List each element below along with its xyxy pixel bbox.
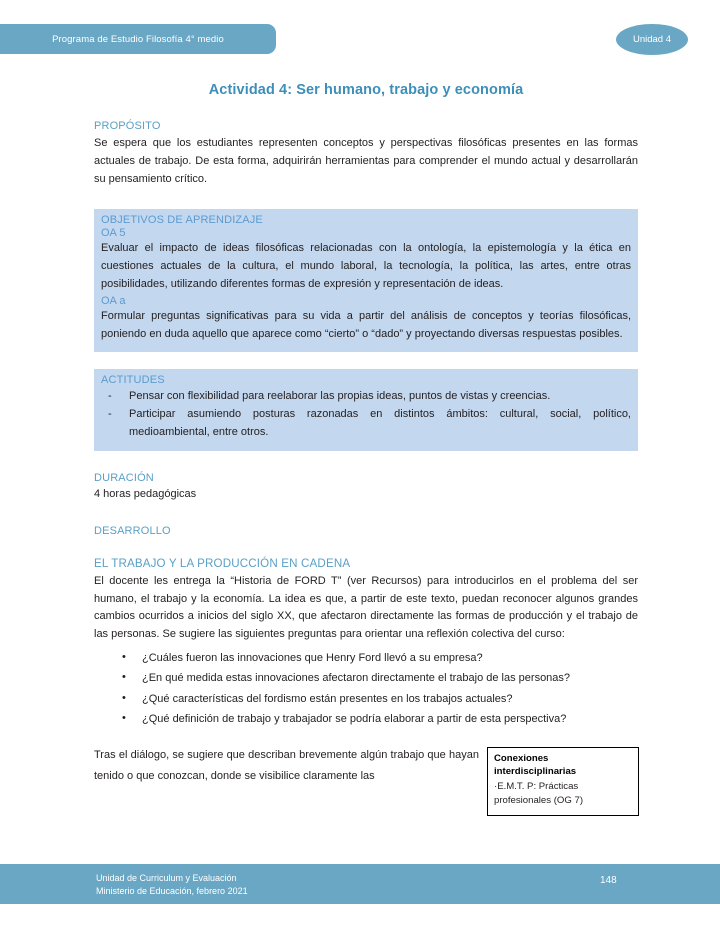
oa5-text: Evaluar el impacto de ideas filosóficas relacionadas con la ontología, la epistemología y la ética en cuestiones actuales de la cultura, el mundo laboral, la tecnología, la política, las artes, entre otras posibilidades, utilizando diferentes formas de expresión y representación de ideas. — [101, 242, 631, 291]
desarrollo-intro: El docente les entrega la “Historia de FORD T” (ver Recursos) para introducirlos en el problema del ser humano, el trabajo y la economía. La idea es que, a partir de este texto, puedan reconocer algunos grandes cambios ocurridos a inicios del siglo XX, que afectaron directamente las formas de producción y el trabajo de las personas. Se sugiere las siguientes preguntas para orientar una reflexión colectiva del curso: — [94, 574, 638, 641]
dash-marker: - — [108, 389, 112, 402]
spacer — [94, 352, 638, 369]
bullet-marker: • — [122, 671, 126, 684]
actitudes-box — [94, 369, 638, 451]
question-text: ¿Qué características del fordismo están presentes en los trabajos actuales? — [142, 692, 513, 705]
desarrollo-section — [94, 524, 638, 806]
unit-badge — [616, 24, 688, 55]
page-number: 148 — [600, 875, 617, 886]
spacer — [94, 188, 638, 209]
duracion-section — [94, 472, 638, 504]
bullet-marker: • — [122, 691, 126, 704]
spacer — [94, 540, 638, 557]
program-header-pill — [0, 24, 276, 54]
duracion-text: 4 horas pedagógicas — [94, 487, 197, 500]
actitud-text: Pensar con flexibilidad para reelaborar las propias ideas, puntos de vistas y creencias. — [129, 389, 551, 402]
dash-marker: - — [108, 408, 112, 421]
proposito-text: Se espera que los estudiantes representen conceptos y perspectivas filosóficas presentes en las formas actuales de trabajo. De esta forma, adquirirán herramientas para comprender el mundo actual y desarrollarán su pensamiento crítico. — [94, 137, 638, 185]
proposito-section — [94, 120, 638, 188]
unit-badge-label: Unidad 4 — [632, 34, 672, 45]
spacer — [94, 451, 638, 472]
connections-box — [487, 747, 639, 815]
actitudes-list — [101, 388, 631, 442]
desarrollo-subtitle: EL TRABAJO Y LA PRODUCCIÓN EN CADENA — [94, 556, 351, 570]
objetivos-label: OBJETIVOS DE APRENDIZAJE — [101, 214, 263, 227]
list-item — [94, 648, 638, 668]
oaa-text: Formular preguntas significativas para su vida a partir del análisis de conceptos y teorías filosóficas, poniendo en duda aquello que aparece como “cierto” o “dado” y proyectando diversas respuestas posibles. — [101, 309, 631, 340]
list-item — [101, 388, 631, 406]
question-text: ¿Qué definición de trabajo y trabajador se podría elaborar a partir de esta perspectiva? — [142, 713, 567, 726]
page-title: Actividad 4: Ser humano, trabajo y economía — [208, 82, 524, 98]
question-text: ¿En qué medida estas innovaciones afectaron directamente el trabajo de las personas? — [142, 672, 571, 685]
question-text: ¿Cuáles fueron las innovaciones que Henry Ford llevó a su empresa? — [142, 652, 483, 664]
footer-line-1: Unidad de Curriculum y Evaluación — [96, 873, 237, 883]
duracion-label: DURACIÓN — [94, 471, 154, 484]
connections-item: ·E.M.T. P: Prácticas profesionales (OG 7) — [494, 781, 584, 806]
bullet-marker: • — [122, 712, 126, 725]
closing-paragraph: Tras el diálogo, se sugiere que describan brevemente algún trabajo que hayan tenido o que conozcan, donde se visibilice claramente las — [94, 749, 479, 782]
list-item — [94, 709, 638, 729]
closing-row — [94, 745, 638, 806]
list-item — [94, 689, 638, 709]
page-content — [94, 82, 638, 806]
spacer — [94, 504, 638, 525]
oaa-code: OA a — [101, 294, 126, 307]
footer-credits — [96, 872, 248, 898]
desarrollo-label: DESARROLLO — [94, 524, 171, 537]
objetivos-box — [94, 209, 638, 351]
list-item — [101, 406, 631, 442]
proposito-label: PROPÓSITO — [94, 120, 161, 132]
actitudes-label: ACTITUDES — [101, 373, 165, 386]
connections-title: Conexiones interdisciplinarias — [494, 753, 577, 777]
program-header-label: Programa de Estudio Filosofía 4° medio — [52, 33, 224, 45]
actitud-text: Participar asumiendo posturas razonadas en distintos ámbitos: cultural, social, político, medioambiental, entre otros. — [129, 408, 631, 439]
bullet-marker: • — [122, 651, 126, 663]
questions-list — [94, 648, 638, 729]
footer-line-2: Ministerio de Educación, febrero 2021 — [96, 886, 248, 897]
list-item — [94, 668, 638, 688]
oa5-code: OA 5 — [101, 227, 126, 240]
